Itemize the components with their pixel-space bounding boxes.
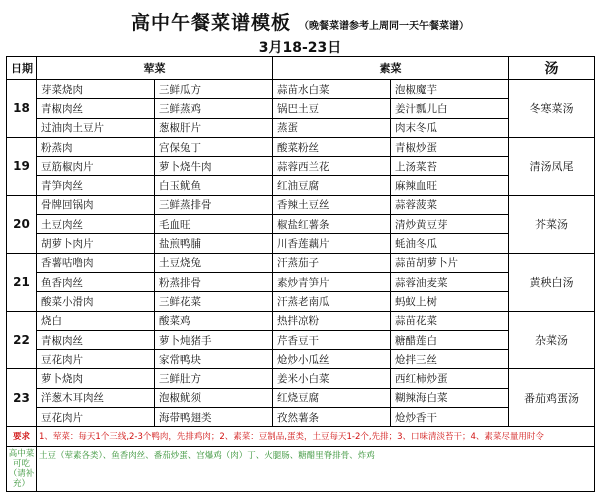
meat-dish: 香薯咕噜肉 xyxy=(37,253,155,272)
meat-dish: 萝卜烧牛肉 xyxy=(155,157,273,176)
menu-body xyxy=(7,80,595,427)
veg-dish: 蒜苗水白菜 xyxy=(273,80,391,99)
additions-label: 高中菜可吃（请补充） xyxy=(7,446,37,491)
veg-dish: 芹香豆干 xyxy=(273,330,391,349)
table-row xyxy=(7,350,595,369)
page-subtitle: （晚餐菜谱参考上周同一天午餐菜谱） xyxy=(299,21,469,32)
veg-dish: 椒盐红薯条 xyxy=(273,215,391,234)
veg-dish: 孜然薯条 xyxy=(273,408,391,427)
meat-dish: 萝卜炖猪手 xyxy=(155,330,273,349)
col-header-soup: 汤 xyxy=(509,57,595,80)
additions-text: 土豆（荤素各类）、鱼香肉丝、番茄炒蛋、宫爆鸡（肉）丁、火腿肠、糖醋里脊排骨、炸鸡 xyxy=(37,446,595,491)
veg-dish: 锅巴土豆 xyxy=(273,99,391,118)
day-date: 18 xyxy=(7,80,37,138)
requirements-row xyxy=(7,427,595,446)
soup-dish: 冬寒菜汤 xyxy=(509,80,595,138)
veg-dish: 炝炒香干 xyxy=(391,408,509,427)
veg-dish: 炝炒小瓜丝 xyxy=(273,350,391,369)
veg-dish: 蒜苗花菜 xyxy=(391,311,509,330)
veg-dish: 清炒黄豆芽 xyxy=(391,215,509,234)
day-date: 22 xyxy=(7,311,37,369)
meat-dish: 宫保兔丁 xyxy=(155,137,273,156)
table-row xyxy=(7,330,595,349)
veg-dish: 西红柿炒蛋 xyxy=(391,369,509,388)
veg-dish: 热拌凉粉 xyxy=(273,311,391,330)
veg-dish: 川香莲藕片 xyxy=(273,234,391,253)
veg-dish: 青椒炒蛋 xyxy=(391,137,509,156)
meat-dish: 豆花肉片 xyxy=(37,408,155,427)
soup-dish: 清汤凤尾 xyxy=(509,137,595,195)
veg-dish: 红油豆腐 xyxy=(273,176,391,195)
veg-dish: 汗蒸茄子 xyxy=(273,253,391,272)
table-row xyxy=(7,234,595,253)
table-row xyxy=(7,99,595,118)
meat-dish: 三鲜蒸排骨 xyxy=(155,195,273,214)
veg-dish: 麻辣血旺 xyxy=(391,176,509,195)
meat-dish: 青笋肉丝 xyxy=(37,176,155,195)
requirements-label: 要求 xyxy=(7,427,37,446)
table-row xyxy=(7,215,595,234)
meat-dish: 三鲜花菜 xyxy=(155,292,273,311)
veg-dish: 蒜蓉菠菜 xyxy=(391,195,509,214)
table-row xyxy=(7,176,595,195)
table-row xyxy=(7,253,595,272)
meat-dish: 葱椒肝片 xyxy=(155,118,273,137)
soup-dish: 芥菜汤 xyxy=(509,195,595,253)
meat-dish: 盐煎鸭脯 xyxy=(155,234,273,253)
table-header-row xyxy=(7,57,595,80)
meat-dish: 三鲜瓜方 xyxy=(155,80,273,99)
requirements-text: 1、荤菜：每天1个三线,2-3个鸭肉，先排鸡肉；2、素菜：豆制品,蛋类，土豆每天1-2个,先排；3、口味清淡苔干；4、素菜尽量用时令 xyxy=(37,427,595,446)
meat-dish: 萝卜烧肉 xyxy=(37,369,155,388)
veg-dish: 糊辣海白菜 xyxy=(391,388,509,407)
menu-table xyxy=(6,56,595,492)
meat-dish: 芽菜烧肉 xyxy=(37,80,155,99)
title-row xyxy=(6,8,594,35)
meat-dish: 洋葱木耳肉丝 xyxy=(37,388,155,407)
meat-dish: 青椒肉丝 xyxy=(37,99,155,118)
meat-dish: 毛血旺 xyxy=(155,215,273,234)
veg-dish: 汗蒸老南瓜 xyxy=(273,292,391,311)
veg-dish: 糖醋莲白 xyxy=(391,330,509,349)
veg-dish: 素炒青笋片 xyxy=(273,272,391,291)
meat-dish: 酸菜小滑肉 xyxy=(37,292,155,311)
soup-dish: 番茄鸡蛋汤 xyxy=(509,369,595,427)
meat-dish: 家常鸭块 xyxy=(155,350,273,369)
meat-dish: 豆花肉片 xyxy=(37,350,155,369)
veg-dish: 姜米小白菜 xyxy=(273,369,391,388)
veg-dish: 肉末冬瓜 xyxy=(391,118,509,137)
table-row xyxy=(7,311,595,330)
table-row xyxy=(7,80,595,99)
meat-dish: 酸菜鸡 xyxy=(155,311,273,330)
menu-header xyxy=(6,8,594,56)
date-range: 3月18-23日 xyxy=(258,40,342,56)
soup-dish: 杂菜汤 xyxy=(509,311,595,369)
veg-dish: 上汤菜苔 xyxy=(391,157,509,176)
meat-dish: 胡萝卜肉片 xyxy=(37,234,155,253)
veg-dish: 蒸蛋 xyxy=(273,118,391,137)
additions-row xyxy=(7,446,595,491)
table-row xyxy=(7,195,595,214)
meat-dish: 鱼香肉丝 xyxy=(37,272,155,291)
veg-dish: 姜汁瓢儿白 xyxy=(391,99,509,118)
col-header-date: 日期 xyxy=(7,57,37,80)
day-date: 21 xyxy=(7,253,37,311)
soup-dish: 黄秧白汤 xyxy=(509,253,595,311)
veg-dish: 蒜蓉西兰花 xyxy=(273,157,391,176)
meat-dish: 三鲜蒸鸡 xyxy=(155,99,273,118)
veg-dish: 蚂蚁上树 xyxy=(391,292,509,311)
meat-dish: 豆筋椒肉片 xyxy=(37,157,155,176)
table-row xyxy=(7,157,595,176)
veg-dish: 香辣土豆丝 xyxy=(273,195,391,214)
table-row xyxy=(7,292,595,311)
table-row xyxy=(7,118,595,137)
meat-dish: 粉蒸排骨 xyxy=(155,272,273,291)
meat-dish: 三鲜肚方 xyxy=(155,369,273,388)
day-date: 23 xyxy=(7,369,37,427)
day-date: 20 xyxy=(7,195,37,253)
meat-dish: 粉蒸肉 xyxy=(37,137,155,156)
table-row xyxy=(7,408,595,427)
meat-dish: 泡椒鱿须 xyxy=(155,388,273,407)
veg-dish: 蒜苗胡萝卜片 xyxy=(391,253,509,272)
veg-dish: 泡椒魔芋 xyxy=(391,80,509,99)
table-row xyxy=(7,388,595,407)
table-row xyxy=(7,369,595,388)
veg-dish: 红烧豆腐 xyxy=(273,388,391,407)
col-header-meat: 荤菜 xyxy=(37,57,273,80)
table-row xyxy=(7,272,595,291)
page-title: 高中午餐菜谱模板 xyxy=(130,12,291,34)
meat-dish: 骨牌回锅肉 xyxy=(37,195,155,214)
meat-dish: 烧白 xyxy=(37,311,155,330)
meat-dish: 海带鸭翅类 xyxy=(155,408,273,427)
veg-dish: 炝拌三丝 xyxy=(391,350,509,369)
meat-dish: 土豆肉丝 xyxy=(37,215,155,234)
meat-dish: 土豆烧兔 xyxy=(155,253,273,272)
day-date: 19 xyxy=(7,137,37,195)
veg-dish: 蒜蓉油麦菜 xyxy=(391,272,509,291)
meat-dish: 过油肉土豆片 xyxy=(37,118,155,137)
meat-dish: 青椒肉丝 xyxy=(37,330,155,349)
veg-dish: 蚝油冬瓜 xyxy=(391,234,509,253)
col-header-veg: 素菜 xyxy=(273,57,509,80)
veg-dish: 酸菜粉丝 xyxy=(273,137,391,156)
table-row xyxy=(7,137,595,156)
meat-dish: 白玉鱿鱼 xyxy=(155,176,273,195)
